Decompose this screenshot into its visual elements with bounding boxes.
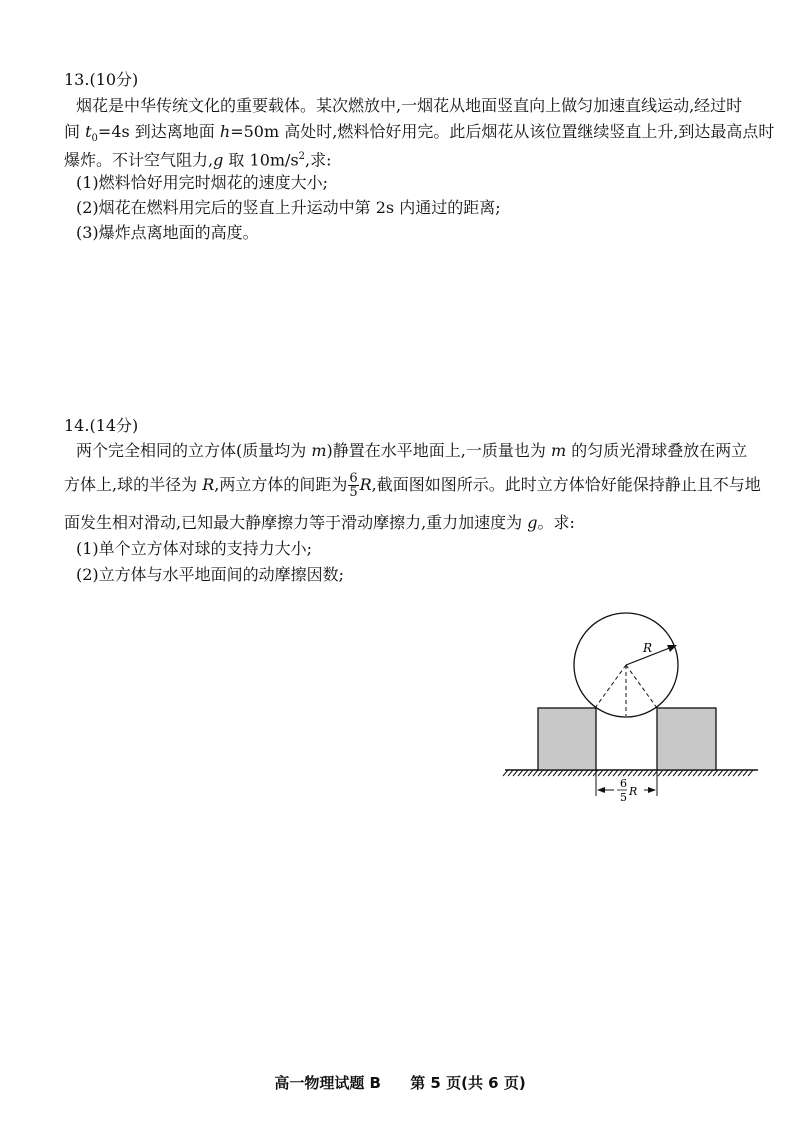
gap-fraction: $\frac{6}{5}$ [349, 471, 358, 500]
right-cube [657, 708, 716, 770]
hatch-stroke [703, 770, 708, 776]
hatch-stroke [728, 770, 733, 776]
q14-subquestion-2: (2)立方体与水平地面间的动摩擦因数; [76, 565, 345, 584]
q14-header: 14.(14分) [64, 416, 139, 435]
hatch-stroke [503, 770, 508, 776]
hatch-stroke [698, 770, 703, 776]
radius-label: R [643, 641, 653, 655]
q13-subquestion-1: (1)燃料恰好用完时烟花的速度大小; [76, 173, 329, 192]
gap-label-r: R [629, 785, 638, 798]
q13-text-line3: 爆炸。不计空气阻力,g 取 $10m/s^2$,求: [64, 150, 332, 170]
hatch-stroke [608, 770, 613, 776]
hatch-stroke [648, 770, 653, 776]
hatch-stroke [643, 770, 648, 776]
left-cube [538, 708, 596, 770]
hatch-stroke [748, 770, 753, 776]
hatch-stroke [603, 770, 608, 776]
hatch-stroke [588, 770, 593, 776]
gap-arrow-right [648, 787, 656, 793]
gap-label-den: 5 [620, 791, 627, 804]
hatch-stroke [723, 770, 728, 776]
q13-text-line2: 间 $t_0=4s$ 到达离地面 h=50m 高处时,燃料恰好用完。此后烟花从该位置继续竖直上升,到达最高点时 [64, 122, 775, 145]
hatch-stroke [673, 770, 678, 776]
hatch-stroke [543, 770, 548, 776]
hatch-stroke [563, 770, 568, 776]
hatch-stroke [598, 770, 603, 776]
hatch-stroke [678, 770, 683, 776]
hatch-stroke [658, 770, 663, 776]
hatch-stroke [508, 770, 513, 776]
hatch-stroke [708, 770, 713, 776]
hatch-stroke [578, 770, 583, 776]
hatch-stroke [528, 770, 533, 776]
hatch-stroke [553, 770, 558, 776]
hatch-stroke [743, 770, 748, 776]
q13-subquestion-2: (2)烟花在燃料用完后的竖直上升运动中第 2s 内通过的距离; [76, 198, 501, 217]
hatch-stroke [513, 770, 518, 776]
q14-subquestion-1: (1)单个立方体对球的支持力大小; [76, 539, 313, 558]
hatch-stroke [573, 770, 578, 776]
hatch-stroke [718, 770, 723, 776]
hatch-stroke [523, 770, 528, 776]
q14-text-line1: 两个完全相同的立方体(质量均为 m)静置在水平地面上,一质量也为 m 的匀质光滑球叠放在两立 [76, 441, 748, 460]
hatch-stroke [613, 770, 618, 776]
hatch-stroke [713, 770, 718, 776]
q13-header: 13.(10分) [64, 70, 139, 89]
hatch-stroke [518, 770, 523, 776]
hatch-stroke [558, 770, 563, 776]
hatch-stroke [583, 770, 588, 776]
q14-text-line3: 面发生相对滑动,已知最大静摩擦力等于滑动摩擦力,重力加速度为 g。求: [64, 513, 575, 532]
hatch-stroke [533, 770, 538, 776]
hatch-stroke [688, 770, 693, 776]
q13-subquestion-3: (3)爆炸点离地面的高度。 [76, 223, 259, 242]
footer-subject: 高一物理试题 B [274, 1074, 381, 1092]
gap-arrow-left [597, 787, 605, 793]
hatch-stroke [683, 770, 688, 776]
hatch-stroke [733, 770, 738, 776]
gap-label-num: 6 [620, 777, 627, 790]
hatch-stroke [568, 770, 573, 776]
hatch-stroke [623, 770, 628, 776]
hatch-stroke [693, 770, 698, 776]
hatch-stroke [548, 770, 553, 776]
hatch-stroke [618, 770, 623, 776]
hatch-stroke [633, 770, 638, 776]
hatch-stroke [738, 770, 743, 776]
hatch-stroke [663, 770, 668, 776]
page-footer [0, 1072, 800, 1093]
hatch-stroke [538, 770, 543, 776]
footer-page-number: 第 5 页(共 6 页) [410, 1074, 526, 1092]
q14-text-line2: 方体上,球的半径为 R,两立方体的间距为 $\frac{6}{5}$ R,截面图如图所示。此时立方体恰好能保持静止且不与地 [64, 471, 761, 500]
hatch-stroke [638, 770, 643, 776]
hatch-stroke [628, 770, 633, 776]
q13-text-line1: 烟花是中华传统文化的重要载体。某次燃放中,一烟花从地面竖直向上做匀加速直线运动,经过时 [76, 96, 743, 115]
ground-hatching [503, 770, 758, 776]
hatch-stroke [668, 770, 673, 776]
